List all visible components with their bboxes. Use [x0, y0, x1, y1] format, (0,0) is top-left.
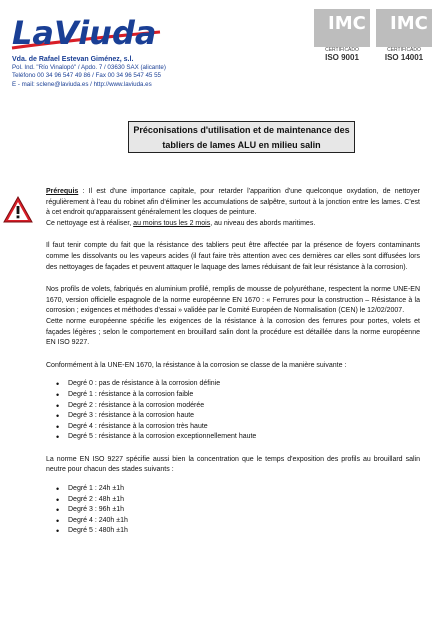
- logo-text: LaViuda: [12, 14, 157, 52]
- title-line-2: tabliers de lames ALU en milieu salin: [162, 140, 321, 150]
- cert-standard: ISO 9001: [325, 53, 359, 62]
- list-item: • Degré 0 : pas de résistance à la corrosion définie: [66, 379, 420, 390]
- list-item: • Degré 4 : résistance à la corrosion très haute: [66, 422, 420, 433]
- list-item: • Degré 2 : 48h ±1h: [66, 495, 420, 506]
- list-item: • Degré 5 : 480h ±1h: [66, 526, 420, 537]
- company-name: Vda. de Rafael Estevan Giménez, s.l.: [12, 56, 134, 63]
- list-item: • Degré 1 : résistance à la corrosion faible: [66, 390, 420, 401]
- company-logo: [10, 10, 160, 60]
- document-title: [128, 121, 355, 153]
- paragraph-contaminants: Il faut tenir compte du fait que la résistance des tabliers peut être affectée par la présence de foyers contaminants comme les dissolvants ou les vapeurs acides (il faut faire très attention avec ces dernières car elles sont diffusées lors des nettoyages de façades et peuvent attaquer le laquage des lames réduisant de fait leur résistance à la corrosion).: [46, 242, 420, 271]
- grades-list: [46, 379, 420, 443]
- prerequis-emphasis: au moins tous les 2 mois: [133, 219, 211, 227]
- document-body: [46, 187, 420, 547]
- company-email: E - mail: sclene@laviuda.es / http://www.laviuda.es: [12, 80, 152, 88]
- company-address: Pol. Ind. "Río Vinalopó" / Apdo. 7 / 03630 SAX (alicante): [12, 64, 166, 72]
- certification-badge-iso9001: IMC CERTIFICADO ISO 9001: [314, 9, 370, 59]
- prerequis-paragraph: [46, 187, 420, 229]
- title-line-1: Préconisations d'utilisation et de maintenance des: [133, 125, 350, 135]
- prerequis-text: : Il est d'une importance capitale, pour retarder l'apparition d'une quelconque oxydation, de nettoyer régulièrement à l'eau du robinet afin d'éliminer les accumulations de salpêtre, surtout à la jonction entre les lames. C'est à cet endroit qu'apparaissent généralement les cloques de peinture.: [46, 188, 420, 217]
- list-item: • Degré 1 : 24h ±1h: [66, 484, 420, 495]
- paragraph-norm: Nos profils de volets, fabriqués en aluminium profilé, remplis de mousse de polyuréthane, respectent la norme UNE-EN 1670, version officielle espagnole de la norme européenne EN 1670 : « Ferrures pour la construction – Résistance à la corrosion ; exigences et méthodes d'essai » validée par le Comité Européen de Normalisation (CEN) le 12/02/2007.: [46, 286, 420, 315]
- company-phone: Teléfono 00 34 96 547 49 86 / Fax 00 34 96 547 45 55: [12, 72, 161, 80]
- list-item: • Degré 4 : 240h ±1h: [66, 516, 420, 527]
- list-item: • Degré 3 : résistance à la corrosion haute: [66, 411, 420, 422]
- prerequis-label: Prérequis: [46, 188, 79, 195]
- paragraph-exposure: La norme EN ISO 9227 spécifie aussi bien la concentration que le temps d'exposition des profils au brouillard salin neutre pour chacun des stades suivants :: [46, 455, 420, 474]
- warning-triangle-icon: [2, 194, 34, 226]
- cert-caption: CERTIFICADO: [325, 47, 359, 53]
- list-item: • Degré 3 : 96h ±1h: [66, 505, 420, 516]
- paragraph-norm-spec: Cette norme européenne spécifie les exigences de la résistance à la corrosion des ferrures pour portes, volets et façades légères ; selon le comportement en brouillard salin dont la procédure est détaillée dans la norme européenne EN ISO 9227.: [46, 317, 420, 347]
- prerequis-text-2: Ce nettoyage est à réaliser,: [46, 219, 134, 227]
- list-item: • Degré 2 : résistance à la corrosion modérée: [66, 401, 420, 412]
- certification-badge-iso14001: IMC CERTIFICADO ISO 14001: [376, 9, 432, 59]
- paragraph-classification: Conformément à la UNE-EN 1670, la résistance à la corrosion se classe de la manière suivante :: [46, 361, 347, 369]
- logo-graphic: [10, 10, 170, 60]
- cert-caption: CERTIFICADO: [387, 47, 421, 53]
- prerequis-text-3: , au niveau des abords maritimes.: [210, 219, 316, 227]
- company-info: [12, 56, 252, 89]
- cert-standard: ISO 14001: [384, 53, 424, 62]
- list-item: • Degré 5 : résistance à la corrosion exceptionnellement haute: [66, 432, 420, 443]
- durations-list: [46, 484, 420, 537]
